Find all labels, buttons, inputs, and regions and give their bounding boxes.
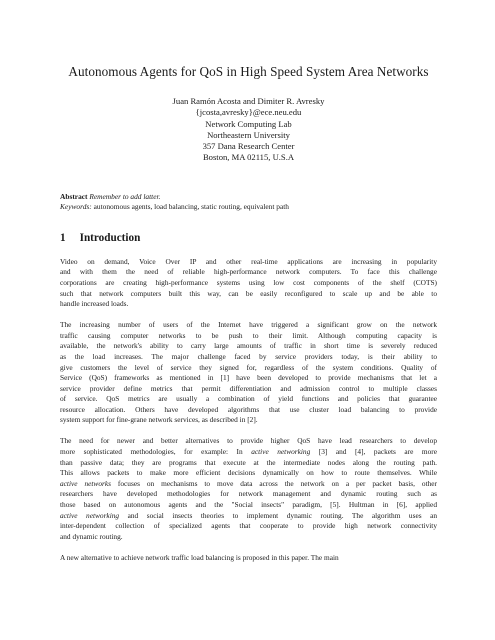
paper-page — [60, 64, 437, 574]
section-number: 1 — [60, 231, 66, 244]
text-line: researchers have developed methodologies for network management and dynamic routing such as — [60, 489, 437, 499]
body-paragraph — [60, 257, 437, 310]
text-line: Service (QoS) frameworks as mentioned in [1] have been developed to provide mechanisms that let a — [60, 373, 437, 383]
text-line: give customers the level of service they signed for, regardless of the system conditions. Quality of — [60, 362, 437, 372]
text-line: Video on demand, Voice Over IP and other real-time applications are increasing in popularity — [60, 256, 437, 266]
abstract-label: Abstract — [60, 191, 88, 201]
body-text — [60, 257, 437, 564]
text-line: inter-dependent collection of specialized agents that cooperate to provide high network connectivity — [60, 521, 437, 531]
author-names: Juan Ramón Acosta and Dimiter R. Avresky — [172, 96, 325, 106]
body-paragraph — [60, 553, 437, 564]
section-heading — [60, 231, 437, 245]
keywords-label: Keywords: — [60, 202, 92, 212]
text-line: handle increased loads. — [60, 299, 129, 309]
affiliation-line: Boston, MA 02115, U.S.A — [202, 152, 295, 163]
keywords-text: autonomous agents, load balancing, static routing, equivalent path — [93, 202, 290, 212]
text-line: system support for fine-grane network services, as described in [2]. — [60, 415, 258, 425]
text-line: traffic causing computer networks to be push to their limit. Although computing capacity is — [60, 330, 437, 340]
text-line: service provider define metrics that permit differentiation and admission control to multiple classes — [60, 383, 437, 393]
emphasis-text: active networking — [60, 510, 120, 520]
affiliation-line: Northeastern University — [207, 129, 290, 140]
text-line: than passive data; they are programs that execute at the intermediate nodes along the routing path. — [60, 457, 437, 467]
section-title: Introduction — [79, 231, 141, 244]
text-line: available, the network's ability to carry large amounts of traffic in short time is severely reduced — [60, 341, 437, 351]
keywords-line — [60, 202, 437, 213]
text-line: resource allocation. Others have developed algorithms that use cluster load balancing to provide — [60, 404, 437, 414]
text-line: The increasing number of users of the Internet have triggered a significant grow on the network — [60, 320, 437, 330]
author-block — [60, 96, 437, 164]
text-line: such that network computers built this way, can be easily reconfigured to scale up and be able to — [60, 288, 437, 298]
text-line: and with them the need of reliable high-performance network computers. To face this challenge — [60, 267, 437, 277]
text-line: and dynamic routing. — [60, 531, 123, 541]
abstract-text: Remember to add latter. — [89, 191, 161, 201]
text-line: A new alternative to achieve network traffic load balancing is proposed in this paper. The main — [60, 552, 339, 562]
text-line: corporations are creating high-performance systems using low cost components of the shelf (COTS) — [60, 277, 437, 287]
affiliation-line: 357 Dana Research Center — [202, 141, 295, 152]
abstract-line — [60, 192, 437, 203]
text-line: This allows packets to make more efficient decisions dynamically on how to route themselves. While — [60, 468, 437, 478]
emphasis-text: active networking — [251, 447, 311, 457]
text-line: of service. QoS metrics are usually a combination of yield functions and policies that guarantee — [60, 394, 437, 404]
text-line: as the load increases. The major challenge faced by service providers today, is their ability to — [60, 351, 437, 361]
paper-title: Autonomous Agents for QoS in High Speed System Area Networks — [68, 64, 429, 79]
text-line: those based on autonomous agents and the "Social insects" paradigm, [5]. Hultman in [6], applied — [60, 500, 437, 510]
text-line: The need for newer and better alternatives to provide higher QoS have lead researchers to develop — [60, 436, 437, 446]
text-line: more sophisticated methodologies, for example: In active networking [3] and [4], packets are more — [60, 447, 437, 457]
emphasis-text: active networks — [60, 478, 111, 488]
author-email: {jcosta,avresky}@ece.neu.edu — [195, 107, 302, 118]
affiliation-line: Network Computing Lab — [205, 118, 292, 129]
abstract-block — [60, 192, 437, 213]
text-line: active networks focuses on mechanisms to move data across the network on a per packet basis, other — [60, 478, 437, 488]
body-paragraph — [60, 436, 437, 542]
body-paragraph — [60, 320, 437, 426]
text-line: active networking and social insects theories to implement dynamic routing. The algorithm uses an — [60, 510, 437, 520]
